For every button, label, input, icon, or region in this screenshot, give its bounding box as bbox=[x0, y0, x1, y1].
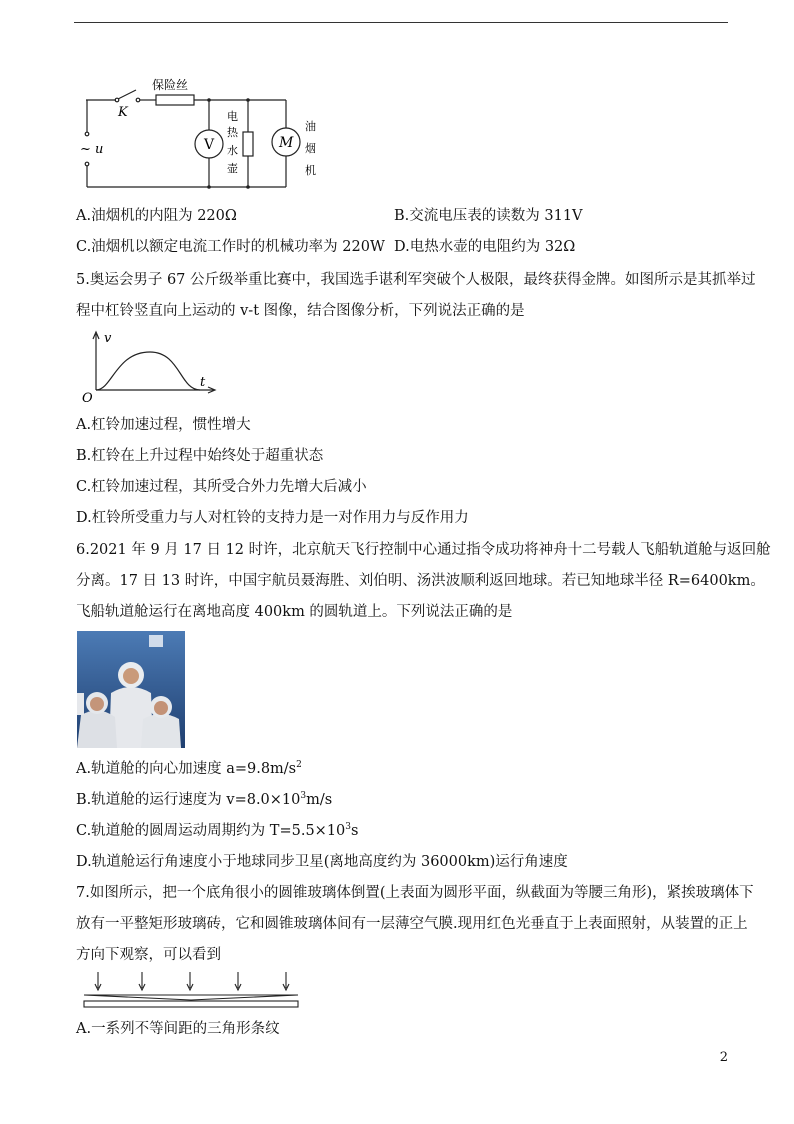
q6-option-c-text: C.轨道舱的圆周运动周期约为 T=5.5×10 bbox=[76, 823, 346, 839]
q6-option-a-sup: 2 bbox=[296, 760, 302, 770]
kettle-label-3: 壶 bbox=[227, 162, 238, 175]
q6-stem-line-1: 6.2021 年 9 月 17 日 12 时许，北京航天飞行控制中心通过指令成功将神舟十二号载人飞船轨道舱与返回舱 bbox=[76, 542, 771, 558]
q6-option-d: D.轨道舱运行角速度小于地球同步卫星(离地高度约为 36000km)运行角速度 bbox=[76, 854, 568, 870]
q5-option-a: A.杠铃加速过程，惯性增大 bbox=[76, 417, 251, 433]
q6-option-c-tail: s bbox=[351, 823, 359, 839]
q4-option-d: D.电热水壶的电阻约为 32Ω bbox=[394, 239, 576, 255]
switch-label: K bbox=[118, 105, 128, 120]
q7-option-a: A.一系列不等间距的三角形条纹 bbox=[76, 1021, 280, 1037]
hood-label-0: 油 bbox=[305, 120, 316, 133]
q4-option-c: C.油烟机以额定电流工作时的机械功率为 220W bbox=[76, 239, 385, 255]
q6-option-a-text: A.轨道舱的向心加速度 a=9.8m/s bbox=[76, 761, 297, 777]
q4-option-a: A.油烟机的内阻为 220Ω bbox=[76, 208, 237, 224]
origin-label: O bbox=[82, 391, 93, 404]
source-label: ~ u bbox=[80, 142, 104, 157]
q6-stem-line-3: 飞船轨道舱运行在离地高度 400km 的圆轨道上。下列说法正确的是 bbox=[76, 604, 513, 620]
header-rule bbox=[74, 22, 728, 23]
q5-option-c: C.杠铃加速过程，其所受合外力先增大后减小 bbox=[76, 479, 367, 495]
voltmeter-label: V bbox=[204, 137, 215, 153]
v-axis-label: v bbox=[104, 331, 112, 346]
q6-option-b-tail: m/s bbox=[306, 792, 333, 808]
q7-stem-line-2: 放有一平整矩形玻璃砖，它和圆锥玻璃体间有一层薄空气膜.现用红色光垂直于上表面照射，从装置的正上 bbox=[76, 916, 748, 932]
q5-stem-line-2: 程中杠铃竖直向上运动的 v-t 图像，结合图像分析，下列说法正确的是 bbox=[76, 303, 525, 319]
vt-graph bbox=[80, 328, 220, 404]
kettle-label-0: 电 bbox=[227, 110, 238, 123]
q6-option-b-sup: 3 bbox=[300, 791, 307, 801]
motor-label: M bbox=[279, 135, 294, 151]
q5-option-d: D.杠铃所受重力与人对杠铃的支持力是一对作用力与反作用力 bbox=[76, 510, 469, 526]
fuse-label: 保险丝 bbox=[152, 78, 189, 92]
q6-option-b-text: B.轨道舱的运行速度为 v=8.0×10 bbox=[76, 792, 301, 808]
hood-label-1: 烟 bbox=[305, 142, 316, 155]
q6-option-c bbox=[76, 821, 358, 841]
astronauts-photo bbox=[77, 631, 185, 748]
q6-option-c-sup: 3 bbox=[345, 822, 352, 832]
kettle-label-1: 热 bbox=[227, 126, 238, 139]
cone-glass-diagram bbox=[80, 970, 306, 1010]
q6-stem-line-2: 分离。17 日 13 时许，中国宇航员聂海胜、刘伯明、汤洪波顺利返回地球。若已知地球半径 R=6400km。 bbox=[76, 573, 765, 589]
t-axis-label: t bbox=[200, 375, 206, 390]
kettle-label-2: 水 bbox=[227, 144, 238, 157]
q5-stem-line-1: 5.奥运会男子 67 公斤级举重比赛中，我国选手谌利军突破个人极限，最终获得金牌。如图所示是其抓举过 bbox=[76, 272, 756, 288]
page-number: 2 bbox=[719, 1050, 728, 1065]
q5-option-b: B.杠铃在上升过程中始终处于超重状态 bbox=[76, 448, 324, 464]
q7-stem-line-3: 方向下观察，可以看到 bbox=[76, 947, 221, 963]
circuit-diagram bbox=[76, 74, 336, 192]
q6-option-a bbox=[76, 759, 302, 779]
q4-option-b: B.交流电压表的读数为 311V bbox=[394, 208, 583, 224]
hood-label-2: 机 bbox=[305, 164, 316, 177]
q7-stem-line-1: 7.如图所示，把一个底角很小的圆锥玻璃体倒置(上表面为圆形平面，纵截面为等腰三角形)，紧挨玻璃体下 bbox=[76, 885, 754, 901]
q6-option-b bbox=[76, 790, 332, 810]
